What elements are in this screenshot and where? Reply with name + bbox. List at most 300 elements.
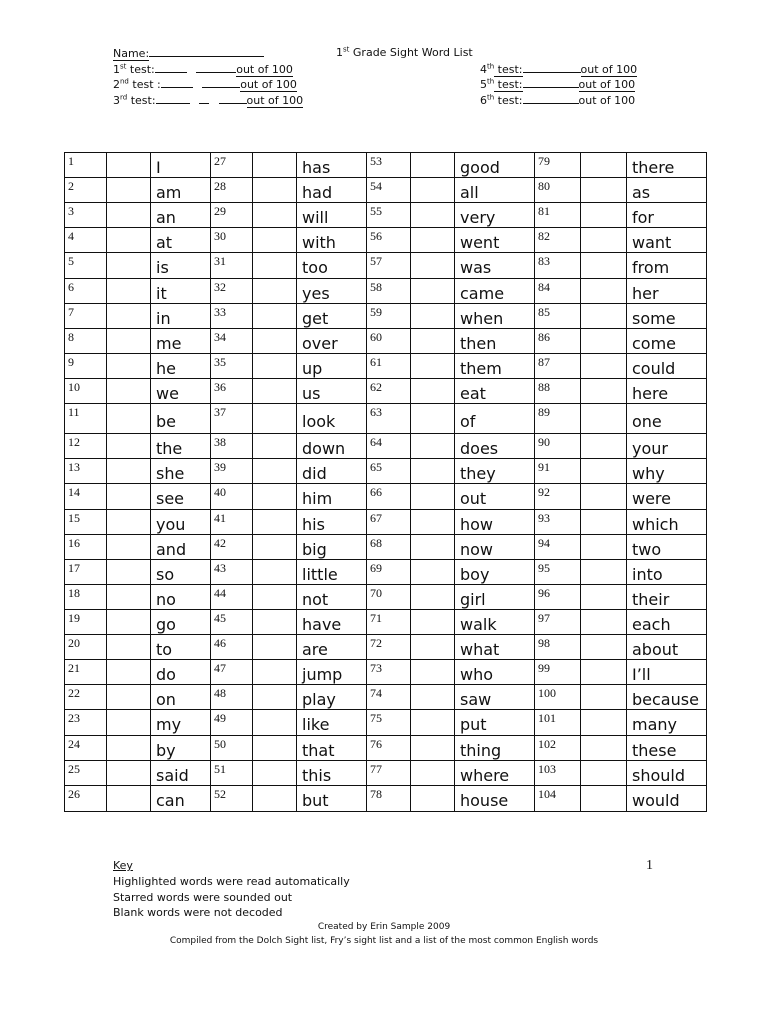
word-number: 75 [367,710,411,735]
word-row [65,660,707,685]
word-number: 40 [211,484,253,509]
word-number: 70 [367,584,411,609]
word-number: 101 [535,710,581,735]
word-number: 81 [535,203,581,228]
mark-cell[interactable] [107,559,151,584]
sight-word: because [627,685,707,710]
test-6-blank [523,92,579,104]
sight-word: where [455,760,535,785]
mark-cell[interactable] [253,735,297,760]
sight-word: of [455,404,535,434]
sight-word: not [297,584,367,609]
word-row [65,459,707,484]
sight-word: big [297,534,367,559]
word-row [65,710,707,735]
mark-cell[interactable] [581,253,627,278]
mark-cell[interactable] [581,178,627,203]
mark-cell[interactable] [411,278,455,303]
word-row [65,760,707,785]
sight-word: it [151,278,211,303]
mark-cell[interactable] [107,534,151,559]
mark-cell[interactable] [107,735,151,760]
sight-word: your [627,434,707,459]
word-number: 18 [65,584,107,609]
word-number: 41 [211,509,253,534]
mark-cell[interactable] [107,459,151,484]
word-number: 62 [367,378,411,403]
sight-word: has [297,153,367,178]
mark-cell[interactable] [411,484,455,509]
mark-cell[interactable] [253,559,297,584]
word-number: 45 [211,609,253,634]
mark-cell[interactable] [253,459,297,484]
mark-cell[interactable] [581,228,627,253]
word-row [65,153,707,178]
mark-cell[interactable] [107,609,151,634]
word-row [65,303,707,328]
mark-cell[interactable] [253,635,297,660]
word-row [65,484,707,509]
mark-cell[interactable] [581,685,627,710]
word-number: 50 [211,735,253,760]
mark-cell[interactable] [581,153,627,178]
sight-word: house [455,785,535,811]
mark-cell[interactable] [581,509,627,534]
sight-word: down [297,434,367,459]
sight-word: each [627,609,707,634]
sight-word: the [151,434,211,459]
mark-cell[interactable] [253,203,297,228]
mark-cell[interactable] [411,303,455,328]
sight-word: into [627,559,707,584]
sight-word: does [455,434,535,459]
mark-cell[interactable] [107,328,151,353]
word-number: 33 [211,303,253,328]
word-row [65,559,707,584]
sight-word: did [297,459,367,484]
sight-word: came [455,278,535,303]
test-3-score-blank [219,92,247,104]
sight-word: one [627,404,707,434]
word-number: 15 [65,509,107,534]
mark-cell[interactable] [581,303,627,328]
sight-word: then [455,328,535,353]
word-number: 84 [535,278,581,303]
key-title: Key [113,859,133,872]
sight-word: I’ll [627,660,707,685]
mark-cell[interactable] [107,228,151,253]
word-row [65,178,707,203]
test-2-blank [161,76,193,88]
mark-cell[interactable] [107,404,151,434]
mark-cell[interactable] [411,760,455,785]
mark-cell[interactable] [411,228,455,253]
word-row [65,509,707,534]
sight-word: who [455,660,535,685]
test-6-line: 6th test: out of 100 [480,93,636,107]
sight-word: eat [455,378,535,403]
mark-cell[interactable] [411,434,455,459]
mark-cell[interactable] [107,710,151,735]
word-number: 64 [367,434,411,459]
sight-word: up [297,353,367,378]
mark-cell[interactable] [253,378,297,403]
word-row [65,434,707,459]
mark-cell[interactable] [581,534,627,559]
mark-cell[interactable] [581,735,627,760]
sight-word: how [455,509,535,534]
sight-word: were [627,484,707,509]
mark-cell[interactable] [107,278,151,303]
sight-word: look [297,404,367,434]
word-row [65,228,707,253]
mark-cell[interactable] [253,434,297,459]
word-number: 79 [535,153,581,178]
mark-cell[interactable] [411,735,455,760]
word-number: 73 [367,660,411,685]
sight-word: all [455,178,535,203]
word-number: 65 [367,459,411,484]
mark-cell[interactable] [107,434,151,459]
word-row [65,785,707,811]
word-number: 92 [535,484,581,509]
word-number: 32 [211,278,253,303]
sight-word: will [297,203,367,228]
sight-word: I [151,153,211,178]
test-3-mid-blank [199,92,209,104]
sight-word: want [627,228,707,253]
word-number: 30 [211,228,253,253]
mark-cell[interactable] [107,635,151,660]
mark-cell[interactable] [253,584,297,609]
word-row [65,609,707,634]
sight-word: as [627,178,707,203]
sight-word: went [455,228,535,253]
sight-word: these [627,735,707,760]
word-number: 29 [211,203,253,228]
sight-word: me [151,328,211,353]
mark-cell[interactable] [581,353,627,378]
sight-word: out [455,484,535,509]
word-number: 67 [367,509,411,534]
sight-word: which [627,509,707,534]
sight-word: here [627,378,707,403]
mark-cell[interactable] [107,178,151,203]
word-number: 97 [535,609,581,634]
sight-word: her [627,278,707,303]
mark-cell[interactable] [411,534,455,559]
word-number: 104 [535,785,581,811]
word-number: 90 [535,434,581,459]
mark-cell[interactable] [411,710,455,735]
mark-cell[interactable] [107,584,151,609]
mark-cell[interactable] [581,203,627,228]
mark-cell[interactable] [581,710,627,735]
word-number: 4 [65,228,107,253]
word-number: 80 [535,178,581,203]
word-number: 1 [65,153,107,178]
word-row [65,378,707,403]
sight-word: go [151,609,211,634]
mark-cell[interactable] [411,559,455,584]
word-number: 96 [535,584,581,609]
sight-word: when [455,303,535,328]
word-number: 34 [211,328,253,353]
word-number: 25 [65,760,107,785]
mark-cell[interactable] [253,278,297,303]
word-number: 71 [367,609,411,634]
page-title: 1st Grade Sight Word List [336,45,473,59]
word-number: 53 [367,153,411,178]
word-number: 36 [211,378,253,403]
word-number: 14 [65,484,107,509]
mark-cell[interactable] [411,153,455,178]
mark-cell[interactable] [253,509,297,534]
page-number: 1 [646,858,653,873]
mark-cell[interactable] [107,760,151,785]
sight-word: to [151,635,211,660]
word-number: 38 [211,434,253,459]
mark-cell[interactable] [581,278,627,303]
mark-cell[interactable] [107,303,151,328]
mark-cell[interactable] [253,303,297,328]
mark-cell[interactable] [411,785,455,811]
sight-word: boy [455,559,535,584]
sight-word: girl [455,584,535,609]
test-2-score-blank [202,76,240,88]
mark-cell[interactable] [411,635,455,660]
word-row [65,203,707,228]
mark-cell[interactable] [581,609,627,634]
mark-cell[interactable] [581,484,627,509]
mark-cell[interactable] [107,203,151,228]
sight-word: us [297,378,367,403]
sight-word: very [455,203,535,228]
test-4-line: 4th test: out of 100 [480,62,638,76]
sight-word: you [151,509,211,534]
sight-word: now [455,534,535,559]
sight-word: them [455,353,535,378]
mark-cell[interactable] [411,178,455,203]
mark-cell[interactable] [253,484,297,509]
key-line: Starred words were sounded out [113,891,293,904]
word-number: 58 [367,278,411,303]
sight-word: be [151,404,211,434]
sight-word: was [455,253,535,278]
word-number: 54 [367,178,411,203]
mark-cell[interactable] [411,328,455,353]
word-row [65,534,707,559]
word-row [65,404,707,434]
sight-word: and [151,534,211,559]
sight-word: for [627,203,707,228]
sight-word: are [297,635,367,660]
word-number: 57 [367,253,411,278]
mark-cell[interactable] [107,785,151,811]
sight-word: with [297,228,367,253]
mark-cell[interactable] [253,178,297,203]
word-number: 85 [535,303,581,328]
mark-cell[interactable] [581,635,627,660]
sight-word: their [627,584,707,609]
sight-word: there [627,153,707,178]
mark-cell[interactable] [253,328,297,353]
word-number: 68 [367,534,411,559]
word-number: 59 [367,303,411,328]
mark-cell[interactable] [107,153,151,178]
mark-cell[interactable] [411,353,455,378]
sight-word: that [297,735,367,760]
word-number: 87 [535,353,581,378]
mark-cell[interactable] [253,153,297,178]
mark-cell[interactable] [411,685,455,710]
mark-cell[interactable] [581,760,627,785]
sight-word: am [151,178,211,203]
mark-cell[interactable] [253,228,297,253]
word-number: 20 [65,635,107,660]
word-row [65,353,707,378]
credit-sources: Compiled from the Dolch Sight list, Fry’s sight list and a list of the most common English words [169,936,599,946]
word-number: 5 [65,253,107,278]
sight-word: do [151,660,211,685]
sight-word: some [627,303,707,328]
mark-cell[interactable] [253,253,297,278]
mark-cell[interactable] [581,785,627,811]
sight-word: too [297,253,367,278]
word-number: 46 [211,635,253,660]
word-row [65,584,707,609]
test-1-blank [155,61,187,73]
word-number: 12 [65,434,107,459]
word-number: 103 [535,760,581,785]
word-number: 27 [211,153,253,178]
word-number: 6 [65,278,107,303]
sight-word: play [297,685,367,710]
sight-word: yes [297,278,367,303]
test-5-blank [523,76,579,88]
mark-cell[interactable] [107,484,151,509]
word-row [65,253,707,278]
word-number: 63 [367,404,411,434]
sight-word: jump [297,660,367,685]
sight-word: thing [455,735,535,760]
mark-cell[interactable] [107,353,151,378]
mark-cell[interactable] [411,509,455,534]
word-number: 37 [211,404,253,434]
sight-word: walk [455,609,535,634]
word-number: 43 [211,559,253,584]
sight-word: see [151,484,211,509]
word-number: 49 [211,710,253,735]
sight-word: two [627,534,707,559]
word-row [65,685,707,710]
word-number: 26 [65,785,107,811]
key-line: Highlighted words were read automatically [113,875,350,888]
word-number: 17 [65,559,107,584]
mark-cell[interactable] [253,660,297,685]
mark-cell[interactable] [411,253,455,278]
sight-word: this [297,760,367,785]
word-number: 74 [367,685,411,710]
word-number: 78 [367,785,411,811]
sight-word: an [151,203,211,228]
mark-cell[interactable] [411,203,455,228]
mark-cell[interactable] [253,353,297,378]
word-number: 89 [535,404,581,434]
word-row [65,635,707,660]
sight-word: would [627,785,707,811]
word-number: 24 [65,735,107,760]
test-1-line: 1st test: out of 100 [113,62,293,76]
name-blank [149,45,264,57]
mark-cell[interactable] [253,760,297,785]
word-row [65,278,707,303]
sight-word: could [627,353,707,378]
test-2-line: 2nd test : out of 100 [113,77,297,91]
word-number: 39 [211,459,253,484]
mark-cell[interactable] [581,459,627,484]
word-number: 13 [65,459,107,484]
sight-word: had [297,178,367,203]
mark-cell[interactable] [581,660,627,685]
word-number: 47 [211,660,253,685]
word-row [65,735,707,760]
mark-cell[interactable] [107,378,151,403]
word-number: 88 [535,378,581,403]
mark-cell[interactable] [411,459,455,484]
mark-cell[interactable] [411,404,455,434]
word-number: 102 [535,735,581,760]
mark-cell[interactable] [581,559,627,584]
mark-cell[interactable] [411,378,455,403]
word-number: 86 [535,328,581,353]
word-number: 22 [65,685,107,710]
name-line [113,45,264,61]
mark-cell[interactable] [581,404,627,434]
mark-cell[interactable] [411,660,455,685]
mark-cell[interactable] [253,710,297,735]
mark-cell[interactable] [581,378,627,403]
word-number: 66 [367,484,411,509]
mark-cell[interactable] [581,434,627,459]
mark-cell[interactable] [253,534,297,559]
word-number: 60 [367,328,411,353]
sight-word: come [627,328,707,353]
mark-cell[interactable] [411,584,455,609]
sight-word: put [455,710,535,735]
mark-cell[interactable] [581,584,627,609]
test-5-line: 5th test: out of 100 [480,77,636,91]
mark-cell[interactable] [581,328,627,353]
word-number: 44 [211,584,253,609]
mark-cell[interactable] [107,685,151,710]
word-number: 51 [211,760,253,785]
mark-cell[interactable] [107,509,151,534]
mark-cell[interactable] [253,609,297,634]
mark-cell[interactable] [253,404,297,434]
sight-word: saw [455,685,535,710]
word-number: 35 [211,353,253,378]
mark-cell[interactable] [253,685,297,710]
word-number: 72 [367,635,411,660]
word-number: 31 [211,253,253,278]
mark-cell[interactable] [107,660,151,685]
mark-cell[interactable] [253,785,297,811]
mark-cell[interactable] [107,253,151,278]
sight-word: from [627,253,707,278]
mark-cell[interactable] [411,609,455,634]
sight-word: is [151,253,211,278]
